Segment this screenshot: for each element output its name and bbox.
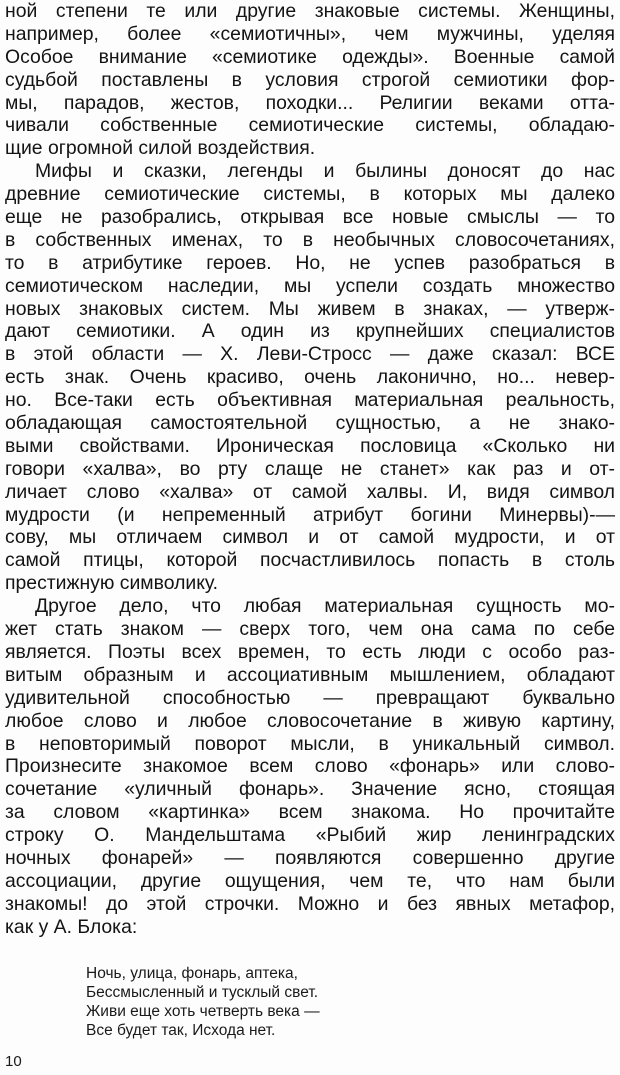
text-line: жет стать знаком — сверх того, чем она сама по себе <box>5 618 615 641</box>
text-line: то в атрибутике героев. Но, не успев разобраться в <box>5 251 615 274</box>
text-line: ной степени те или другие знаковые системы. Женщины, <box>5 0 615 22</box>
text-line: мудрости (и непременный атрибут богини Минервы)-— <box>5 503 615 526</box>
paragraph <box>5 595 615 938</box>
text-line: строку О. Мандельштама «Рыбий жир ленинградских <box>5 824 615 847</box>
text-line: любое слово и любое словосочетание в живую картину, <box>5 709 615 732</box>
text-line: знакомы! до этой строчки. Можно и без явных метафор, <box>5 892 615 915</box>
text-line: но. Все-таки есть объективная материальная реальность, <box>5 389 615 412</box>
poem-line: Живи еще хоть четверть века — <box>86 1003 320 1020</box>
text-line: как у А. Блока: <box>5 915 138 938</box>
text-line: ночных фонарей» — появляются совершенно другие <box>5 846 615 869</box>
text-line: в этой области — Х. Леви-Стросс — даже сказал: ВСЕ <box>5 343 615 366</box>
text-line: сочетание «уличный фонарь». Значение ясно, стоящая <box>5 778 615 801</box>
body-text <box>5 0 615 939</box>
text-line: сову, мы отличаем символ и от самой мудрости, и от <box>5 526 615 549</box>
text-line: Мифы и сказки, легенды и былины доносят до нас <box>35 160 615 183</box>
text-line: есть знак. Очень красиво, очень лаконично, но... невер- <box>5 366 615 389</box>
text-line: в неповторимый поворот мысли, в уникальный символ. <box>5 732 615 755</box>
text-line: дают семиотики. А один из крупнейших специалистов <box>5 320 615 343</box>
text-line: например, более «семиотичны», чем мужчины, уделяя <box>5 22 615 45</box>
text-line: Другое дело, что любая материальная сущность мо- <box>35 595 615 618</box>
text-line: удивительной способностью — превращают буквально <box>5 686 615 709</box>
text-line: чивали собственные семиотические системы, обладаю- <box>5 114 615 137</box>
page-number: 10 <box>5 1053 22 1070</box>
text-line: обладающая самостоятельной сущностью, а не знако- <box>5 412 615 435</box>
text-line: судьбой поставлены в условия строгой семиотики фор- <box>5 68 615 91</box>
text-line: витым образным и ассоциативным мышлением, обладают <box>5 663 615 686</box>
text-line: говори «халва», во рту слаще не станет» как раз и от- <box>5 457 615 480</box>
text-line: Особое внимание «семиотике одежды». Военные самой <box>5 45 615 68</box>
text-line: самой птицы, которой посчастливилось попасть в столь <box>5 549 615 572</box>
paragraph <box>5 0 615 160</box>
text-line: новых знаковых систем. Мы живем в знаках, — утверж- <box>5 297 615 320</box>
paragraph <box>5 160 615 595</box>
text-line: Произнесите знакомое всем слово «фонарь» или слово- <box>5 755 615 778</box>
text-line: является. Поэты всех времен, то есть люди с особо раз- <box>5 640 615 663</box>
text-line: престижную символику. <box>5 572 219 595</box>
text-line: в собственных именах, то в необычных словосочетаниях, <box>5 228 615 251</box>
text-line: семиотическом наследии, мы успели создать множество <box>5 274 615 297</box>
poem-line: Ночь, улица, фонарь, аптека, <box>86 965 298 982</box>
text-line: за словом «картинка» всем знакома. Но прочитайте <box>5 801 615 824</box>
text-line: щие огромной силой воздействия. <box>5 137 316 160</box>
text-line: ассоциации, другие ощущения, чем те, что нам были <box>5 869 615 892</box>
text-line: личает слово «халва» от самой халвы. И, видя символ <box>5 480 615 503</box>
text-line: древние семиотические системы, в которых мы далеко <box>5 183 615 206</box>
text-line: мы, парадов, жестов, походки... Религии веками отта- <box>5 91 615 114</box>
poem-line: Бессмысленный и тусклый свет. <box>86 984 319 1001</box>
poem-line: Все будет так, Исхода нет. <box>86 1022 276 1039</box>
text-line: выми свойствами. Ироническая пословица «Сколько ни <box>5 434 615 457</box>
text-line: еще не разобрались, открывая все новые смыслы — то <box>5 206 615 229</box>
poem-quote <box>86 964 320 1040</box>
